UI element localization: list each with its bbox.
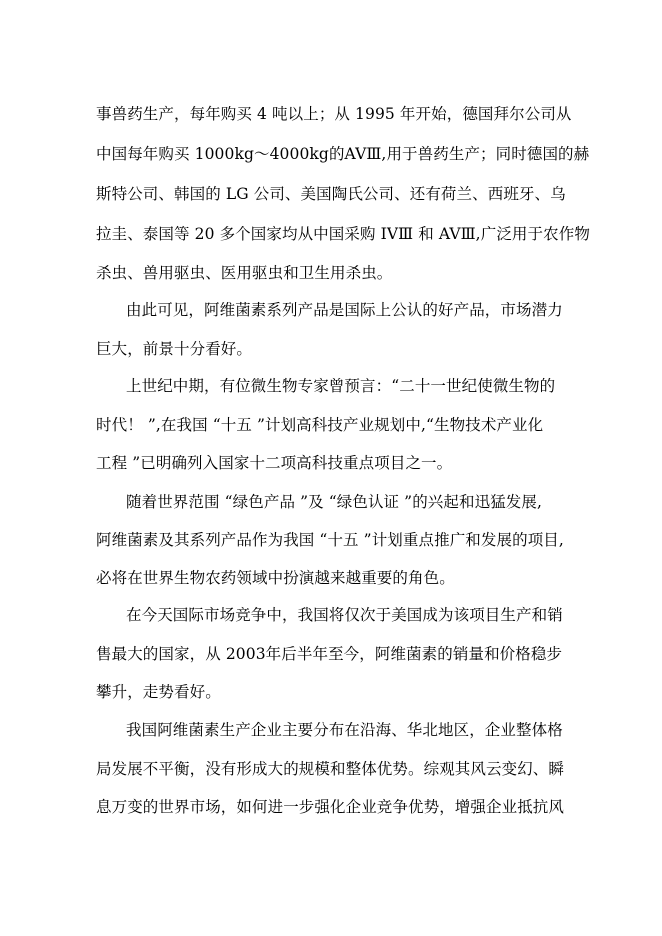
text-line: 我国阿维菌素生产企业主要分布在沿海、华北地区，企业整体格 — [126, 721, 563, 739]
text-line: 售最大的国家，从 2003年后半年至今，阿维菌素的销量和价格稳步 — [96, 645, 563, 663]
text-line: 工程 ”已明确列入国家十二项高科技重点项目之一。 — [96, 454, 453, 472]
text-line: 时代！ ”,在我国 “十五 ”计划高科技产业规划中,“生物技术产业化 — [96, 416, 544, 434]
text-line: 阿维菌素及其系列产品作为我国 “十五 ”计划重点推广和发展的项目, — [96, 531, 564, 549]
text-line: 事兽药生产，每年购买 4 吨以上；从 1995 年开始，德国拜尔公司从 — [96, 105, 572, 123]
text-line: 攀升，走势看好。 — [96, 683, 221, 701]
text-line: 息万变的世界市场，如何进一步强化企业竞争优势，增强企业抵抗风 — [96, 798, 565, 816]
text-line: 随着世界范围 “绿色产品 ”及 “绿色认证 ”的兴起和迅猛发展, — [126, 493, 543, 511]
text-line: 必将在世界生物农药领域中扮演越来越重要的角色。 — [96, 569, 455, 587]
text-line: 拉圭、泰国等 20 多个国家均从中国采购 IVⅢ 和 AVⅢ,广泛用于农作物 — [96, 225, 590, 243]
text-line: 在今天国际市场竞争中，我国将仅次于美国成为该项目生产和销 — [126, 606, 563, 624]
text-line: 巨大，前景十分看好。 — [96, 340, 253, 358]
text-line: 中国每年购买 1000kg～4000kg的AVⅢ,用于兽药生产；同时德国的赫 — [96, 145, 590, 163]
text-line: 斯特公司、韩国的 LG 公司、美国陶氏公司、还有荷兰、西班牙、乌 — [96, 185, 566, 203]
text-line: 由此可见，阿维菌素系列产品是国际上公认的好产品，市场潜力 — [126, 301, 563, 319]
text-line: 杀虫、兽用驱虫、医用驱虫和卫生用杀虫。 — [96, 264, 393, 282]
text-line: 局发展不平衡，没有形成大的规模和整体优势。综观其风云变幻、瞬 — [96, 760, 565, 778]
text-line: 上世纪中期，有位微生物专家曾预言：“二十一世纪使微生物的 — [126, 377, 556, 395]
